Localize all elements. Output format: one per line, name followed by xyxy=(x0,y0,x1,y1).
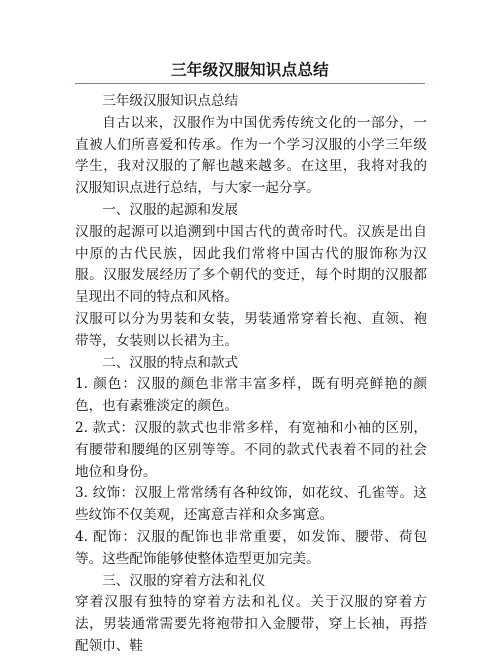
paragraph: 穿着汉服有独特的穿着方法和礼仪。关于汉服的穿着方法，男装通常需要先将袍带扣入金腰带，穿上长袖，再搭配领巾、鞋 xyxy=(75,594,427,654)
section-heading: 三、汉服的穿着方法和礼仪 xyxy=(102,572,266,589)
section-heading: 二、汉服的特点和款式 xyxy=(102,354,239,371)
list-item: 3. 纹饰：汉服上常常绣有各种纹饰，如花纹、孔雀等。这些纹饰不仅美观，还寓意吉祥和众多寓意。 xyxy=(75,485,427,524)
page-title: 三年级汉服知识点总结 xyxy=(170,60,329,79)
document-body xyxy=(75,91,427,658)
list-item: 4. 配饰：汉服的配饰也非常重要，如发饰、腰带、荷包等。这些配饰能够使整体造型更加完美。 xyxy=(75,528,427,567)
paragraph: 汉服可以分为男装和女装，男装通常穿着长袍、直领、袍带等，女装则以长裙为主。 xyxy=(75,310,427,349)
list-item: 1. 颜色：汉服的颜色非常丰富多样，既有明亮鲜艳的颜色，也有素雅淡定的颜色。 xyxy=(75,376,427,415)
section-heading: 一、汉服的起源和发展 xyxy=(102,201,239,218)
paragraph: 自古以来，汉服作为中国优秀传统文化的一部分，一直被人们所喜爱和传承。作为一个学习汉服的小学三年级学生，我对汉服的了解也越来越多。在这里，我将对我的汉服知识点进行总结，与大家一起分享。 xyxy=(75,114,427,197)
section-heading: 三年级汉服知识点总结 xyxy=(102,93,239,109)
paragraph: 汉服的起源可以追溯到中国古代的黄帝时代。汉族是出自中原的古代民族，因此我们常将中国古代的服饰称为汉服。汉服发展经历了多个朝代的变迁，每个时期的汉服都呈现出不同的特点和风格。 xyxy=(75,223,427,306)
list-item: 2. 款式：汉服的款式也非常多样，有宽袖和小袖的区别，有腰带和腰绳的区别等等。不同的款式代表着不同的社会地位和身份。 xyxy=(75,419,427,480)
title-divider xyxy=(75,83,425,84)
